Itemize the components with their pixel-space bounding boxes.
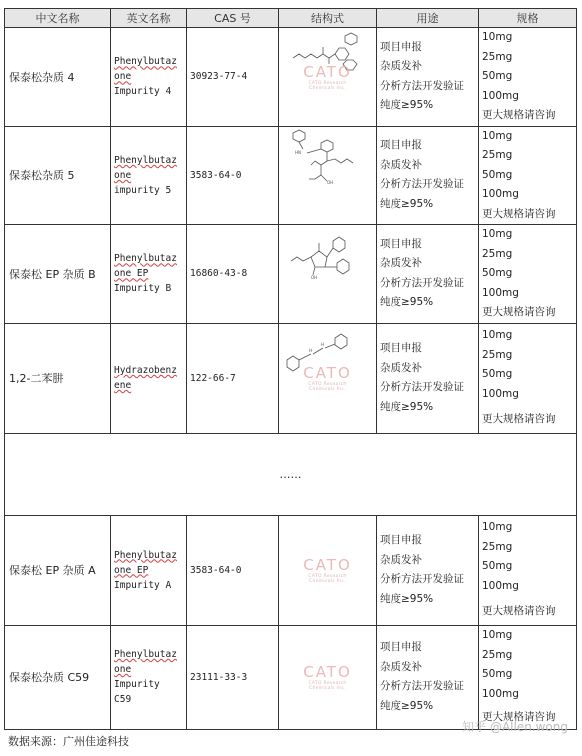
- spec-item: 10mg: [482, 129, 513, 142]
- use-item: 杂质发补: [380, 660, 422, 673]
- header-use: 用途: [377, 9, 479, 28]
- spec-item: 10mg: [482, 228, 513, 240]
- table-row: [5, 225, 577, 324]
- spec-item: 50mg: [482, 368, 513, 381]
- use-item: 杂质发补: [380, 361, 422, 374]
- en-name-line: one EP: [114, 268, 149, 280]
- use-item: 杂质发补: [380, 158, 422, 171]
- spec-item: 100mg: [482, 387, 519, 400]
- spec-item: 50mg: [482, 668, 513, 681]
- use-item: 项目申报: [380, 534, 422, 546]
- spec-item: 25mg: [482, 247, 513, 260]
- zhihu-watermark: 知乎 @Allen.wong: [462, 720, 568, 734]
- header-structure: 结构式: [279, 9, 377, 28]
- cas-cell: 16860-43-8: [187, 225, 279, 324]
- structure-cell: [279, 625, 377, 729]
- table-row: [5, 126, 577, 225]
- spec-cell: [479, 625, 577, 729]
- table-row: [5, 625, 577, 729]
- header-en-name: 英文名称: [111, 9, 187, 28]
- use-item: 纯度≥95%: [380, 400, 434, 413]
- spec-item: 更大规格请咨询: [482, 109, 556, 121]
- en-name-cell: [111, 126, 187, 225]
- use-cell: [377, 515, 479, 625]
- use-item: 项目申报: [380, 139, 422, 152]
- en-name-line: one: [114, 664, 132, 675]
- use-item: 杂质发补: [380, 257, 422, 270]
- header-spec: 规格: [479, 9, 577, 28]
- use-item: 项目申报: [380, 237, 422, 250]
- spec-cell: [479, 323, 577, 433]
- structure-cell: [279, 225, 377, 324]
- use-item: 分析方法开发验证: [380, 680, 464, 692]
- use-item: 杂质发补: [380, 60, 422, 73]
- en-name-line: Impurity 4: [114, 86, 172, 98]
- cn-name-cell: 保泰松杂质 C59: [5, 625, 111, 729]
- use-item: 纯度≥95%: [380, 592, 434, 605]
- use-item: 分析方法开发验证: [380, 79, 464, 92]
- en-name-line: C59: [114, 694, 132, 705]
- table-row: [5, 515, 577, 625]
- table-header-row: [5, 9, 577, 28]
- cn-name-cell: 1,2-二苯肼: [5, 323, 111, 433]
- en-name-line: Hydrazobenz: [114, 365, 177, 376]
- spec-cell: [479, 28, 577, 127]
- en-name-line: Phenylbutaz: [114, 154, 177, 166]
- spec-item: 25mg: [482, 149, 513, 161]
- en-name-cell: [111, 625, 187, 729]
- spec-cell: [479, 126, 577, 225]
- use-item: 分析方法开发验证: [380, 178, 464, 191]
- svg-text:OH: OH: [311, 275, 318, 280]
- en-name-line: Phenylbutaz: [114, 253, 177, 265]
- en-name-line: one EP: [114, 564, 149, 576]
- use-item: 项目申报: [380, 342, 422, 354]
- use-cell: [377, 625, 479, 729]
- structure-image: [281, 326, 373, 376]
- cato-watermark: CATO CATO Research Chemicals Inc.: [303, 556, 352, 584]
- en-name-line: one: [114, 71, 132, 83]
- use-item: 杂质发补: [380, 553, 422, 566]
- spec-item: 100mg: [482, 286, 519, 299]
- en-name-line: impurity 5: [114, 184, 172, 196]
- use-item: 纯度≥95%: [380, 699, 434, 712]
- en-name-cell: [111, 323, 187, 433]
- cato-watermark: CATO CATO Research Chemicals Inc.: [303, 62, 352, 91]
- cas-cell: 3583-64-0: [187, 126, 279, 225]
- spec-item: 更大规格请咨询: [482, 207, 556, 220]
- header-cas: CAS 号: [187, 9, 279, 28]
- spec-item: 25mg: [482, 540, 513, 553]
- spec-item: 50mg: [482, 70, 513, 82]
- svg-text:OH: OH: [327, 179, 334, 185]
- use-cell: [377, 28, 479, 127]
- header-cn-name: 中文名称: [5, 9, 111, 28]
- spec-item: 100mg: [482, 188, 519, 200]
- use-cell: [377, 225, 479, 324]
- en-name-cell: [111, 515, 187, 625]
- spec-item: 100mg: [482, 579, 519, 592]
- svg-text:HN: HN: [295, 149, 301, 155]
- en-name-line: Phenylbutaz: [114, 549, 177, 561]
- en-name-line: one: [114, 169, 132, 181]
- spec-item: 25mg: [482, 348, 513, 361]
- use-item: 纯度≥95%: [380, 197, 434, 210]
- structure-image: [281, 30, 373, 90]
- structure-image: [281, 129, 373, 219]
- use-item: 项目申报: [380, 641, 422, 653]
- product-table: [4, 8, 577, 730]
- structure-cell: [279, 28, 377, 127]
- use-item: 分析方法开发验证: [380, 573, 464, 585]
- en-name-line: Impurity B: [114, 283, 172, 295]
- spec-item: 50mg: [482, 168, 513, 181]
- ellipsis-cell: ……: [5, 433, 577, 515]
- svg-text:H: H: [321, 341, 325, 347]
- spec-item: 更大规格请咨询: [482, 711, 556, 724]
- spec-item: 更大规格请咨询: [482, 306, 556, 318]
- use-item: 项目申报: [380, 40, 422, 53]
- use-item: 纯度≥95%: [380, 296, 434, 309]
- en-name-line: Phenylbutaz: [114, 56, 177, 68]
- cn-name-cell: 保泰松 EP 杂质 A: [5, 515, 111, 625]
- en-name-line: Impurity A: [114, 579, 172, 591]
- spec-item: 100mg: [482, 89, 519, 102]
- spec-item: 25mg: [482, 648, 513, 661]
- use-item: 分析方法开发验证: [380, 276, 464, 289]
- spec-item: 10mg: [482, 629, 513, 642]
- en-name-cell: [111, 28, 187, 127]
- cas-cell: 30923-77-4: [187, 28, 279, 127]
- spec-item: 10mg: [482, 329, 513, 342]
- cn-name-cell: 保泰松杂质 5: [5, 126, 111, 225]
- spec-item: 25mg: [482, 50, 513, 63]
- spec-item: 更大规格请咨询: [482, 605, 556, 618]
- spec-item: 50mg: [482, 560, 513, 573]
- table-row: [5, 28, 577, 127]
- structure-image: [281, 227, 373, 297]
- use-cell: [377, 323, 479, 433]
- table-row: [5, 323, 577, 433]
- data-source-footer: 数据来源：广州佳途科技: [8, 735, 129, 748]
- cas-cell: 122-66-7: [187, 323, 279, 433]
- cato-watermark: CATO CATO Research Chemicals Inc.: [303, 663, 352, 691]
- spec-item: 10mg: [482, 31, 513, 43]
- spec-item: 100mg: [482, 687, 519, 700]
- use-cell: [377, 126, 479, 225]
- structure-cell: [279, 515, 377, 625]
- use-item: 纯度≥95%: [380, 99, 434, 112]
- en-name-line: Impurity: [114, 679, 160, 690]
- en-name-line: ene: [114, 380, 132, 391]
- en-name-cell: [111, 225, 187, 324]
- structure-cell: [279, 126, 377, 225]
- spec-item: 50mg: [482, 267, 513, 279]
- en-name-line: Phenylbutaz: [114, 649, 177, 660]
- structure-cell: [279, 323, 377, 433]
- use-item: 分析方法开发验证: [380, 381, 464, 393]
- cas-cell: 3583-64-0: [187, 515, 279, 625]
- cn-name-cell: 保泰松杂质 4: [5, 28, 111, 127]
- cn-name-cell: 保泰松 EP 杂质 B: [5, 225, 111, 324]
- svg-text:H: H: [309, 347, 313, 353]
- spec-item: 10mg: [482, 521, 513, 534]
- ellipsis-row: [5, 433, 577, 515]
- spec-item: 更大规格请咨询: [482, 413, 556, 426]
- spec-cell: [479, 225, 577, 324]
- cato-watermark: CATO CATO Research Chemicals Inc.: [303, 364, 352, 392]
- spec-cell: [479, 515, 577, 625]
- cas-cell: 23111-33-3: [187, 625, 279, 729]
